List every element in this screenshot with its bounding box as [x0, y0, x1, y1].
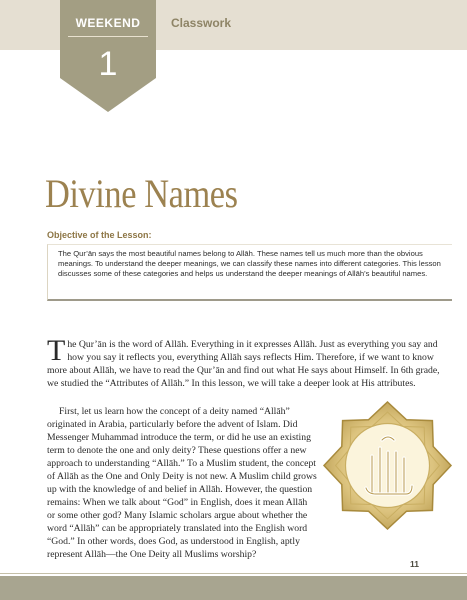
tab-divider: [68, 36, 148, 37]
footer-divider: [0, 573, 467, 574]
tab-number: 1: [98, 45, 118, 83]
section-label: Classwork: [171, 16, 232, 30]
objective-text: The Qur’ān says the most beautiful names belong to Allāh. These names tell us much more than the obvious meanings. To understand the deeper meanings, we can classify these names into different categories. This lesson discusses some of these categories and helps us understand the deeper meanings of Allāh’s beautiful names.: [58, 249, 441, 279]
objective-heading: Objective of the Lesson:: [47, 230, 152, 240]
footer-band: [0, 576, 467, 600]
tab-label: WEEKEND: [75, 16, 141, 30]
paragraph-1-text: he Qur’ān is the word of Allāh. Everything in it expresses Allāh. Just as everything you say and how you say it reflects you, everything Allāh says reflects Him. Therefore, if we want to know more about Allāh, we have to read the Qur’ān and find out what He says about Himself. In 6th grade, we studied the “Attributes of Allāh.” In this lesson, we will take a deeper look at His attributes.: [47, 339, 440, 389]
body-paragraph-1: [47, 334, 451, 390]
weekend-tab: [60, 0, 156, 112]
allah-calligraphy-medallion-icon: [322, 400, 453, 531]
body-paragraph-2: First, let us learn how the concept of a deity named “Allāh” originated in Arabia, particularly before the advent of Islam. Did Messenger Muhammad introduce the term, or did he use an existing term to denote the one and only deity? These questions offer a new approach to understanding “Allāh.” To a Muslim student, the concept of Allāh as the One and Only Deity is not new. A Muslim child grows up with the knowledge of and belief in Allāh. However, the question remains: When we talk about “God” in English, does it mean Allāh or some other god? Many Islamic scholars argue about whether the word “Allāh” can be appropriately translated into the English word “God.” In other words, does God, as understood in English, aptly represent Allāh—the One Deity all Muslims worship?: [47, 406, 317, 560]
page-title: Divine Names: [45, 171, 238, 216]
objective-box: [47, 244, 452, 301]
page-number: 11: [410, 559, 419, 569]
drop-cap: T: [47, 334, 66, 367]
